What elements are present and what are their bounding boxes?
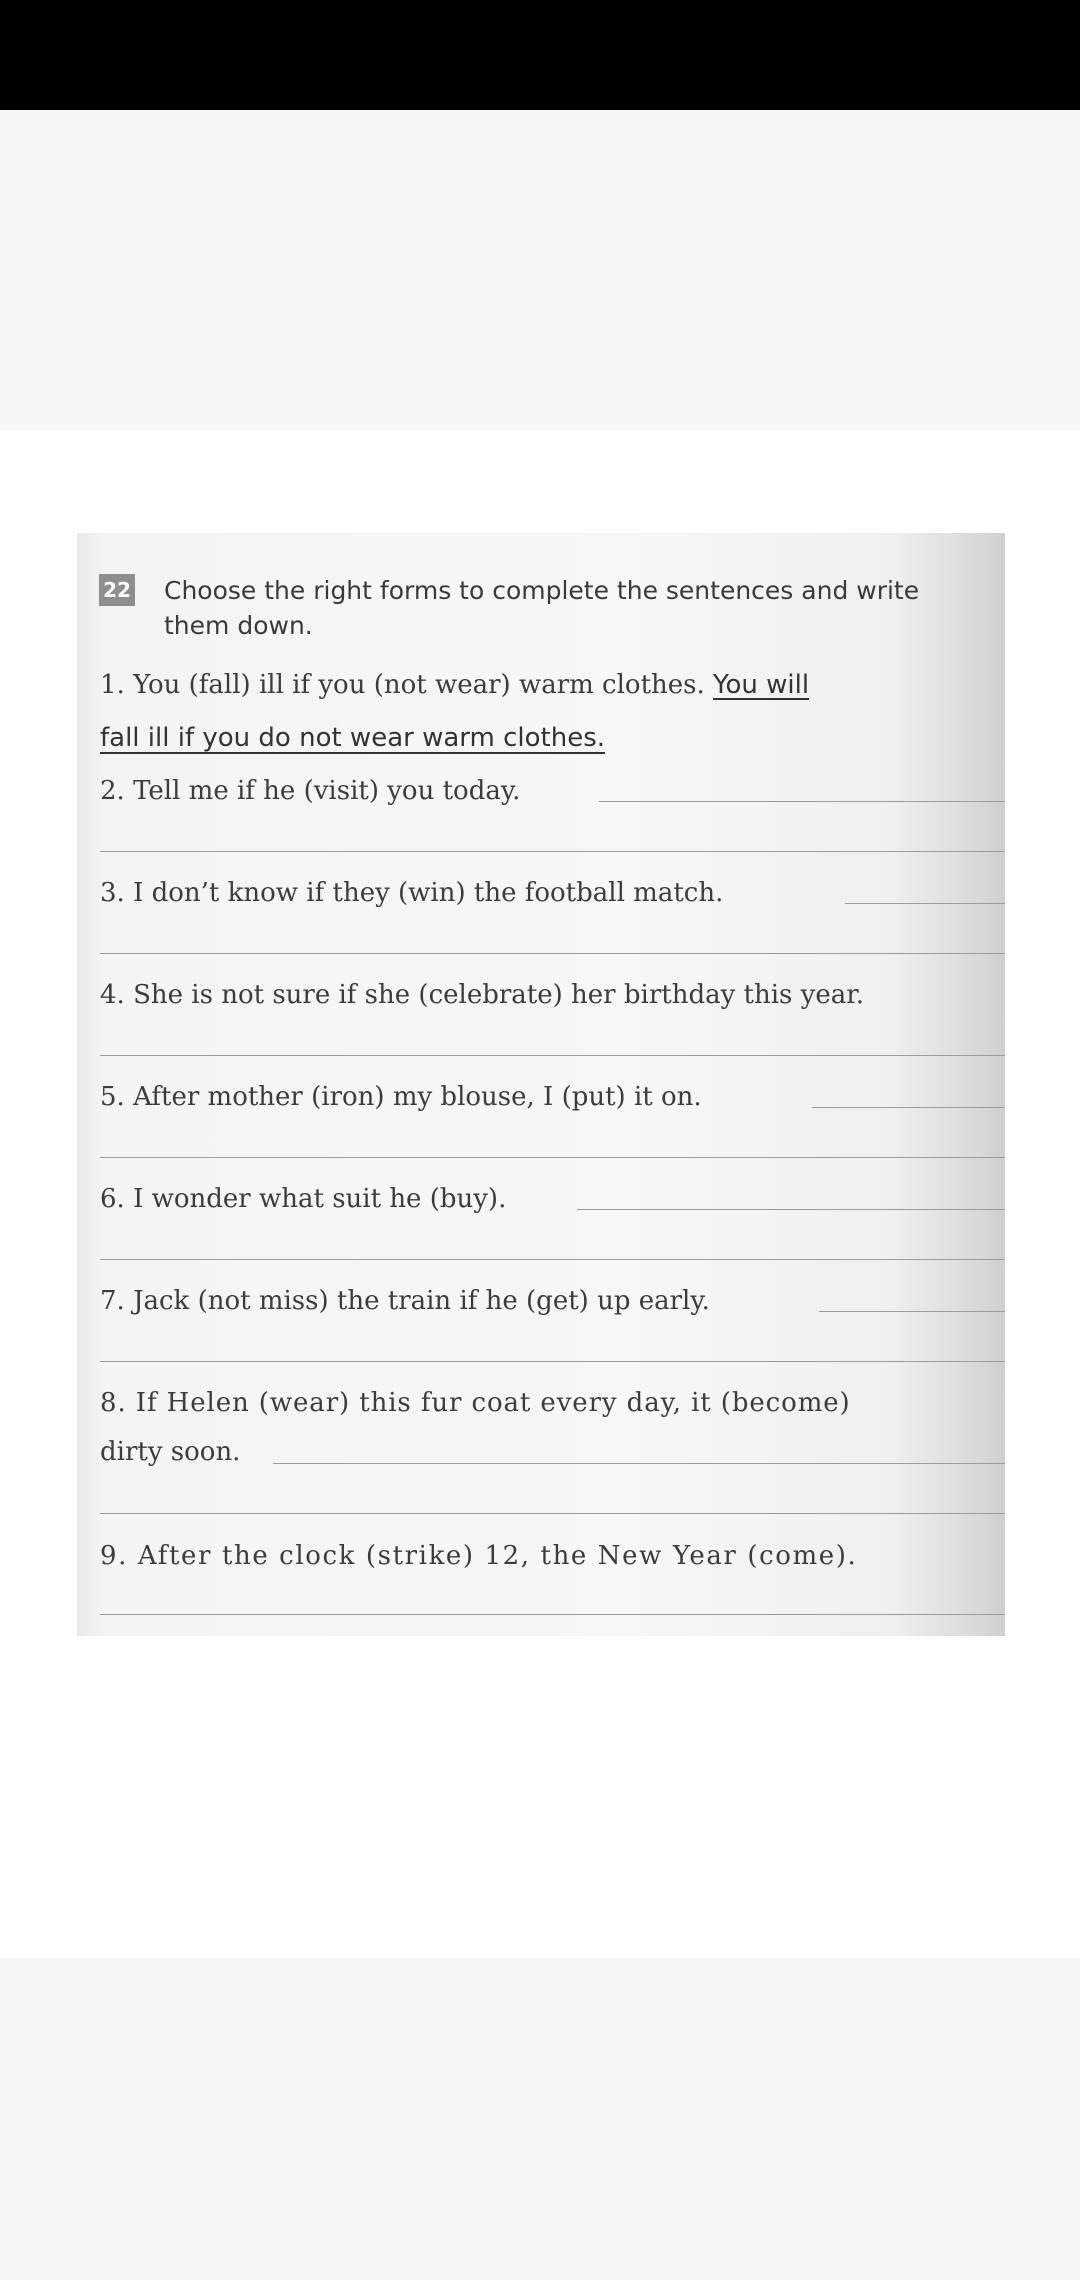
answer-line [812,1107,1005,1108]
exercise-number-badge: 22 [99,574,135,606]
answer-line [845,903,1005,904]
answer-line [100,953,1005,954]
sentence-4: 4. She is not sure if she (celebrate) her birthday this year. [100,980,865,1010]
answer-line [100,851,1005,852]
answer-line [100,1055,1005,1056]
exercise-instruction: Choose the right forms to complete the sentences and write them down. [164,576,920,640]
answer-line [577,1209,1005,1210]
sentence-2: 2. Tell me if he (visit) you today. [100,776,521,806]
sentence-1-answer-continued: fall ill if you do not wear warm clothes. [100,723,606,753]
sentence-7: 7. Jack (not miss) the train if he (get) up early. [100,1286,710,1316]
sentence-9: 9. After the clock (strike) 12, the New Year (come). [100,1541,858,1571]
answer-line [100,1259,1005,1260]
sentence-8-line-2: dirty soon. [100,1437,241,1467]
sentence-1-answer-start: You will [713,670,810,700]
sentence-3: 3. I don’t know if they (win) the football match. [100,878,724,908]
answer-line [819,1311,1005,1312]
sentence-5: 5. After mother (iron) my blouse, I (put) it on. [100,1082,702,1112]
sentence-1-text: 1. You (fall) ill if you (not wear) warm clothes. [100,670,705,700]
bottom-toolbar-area [0,1958,1080,2280]
answer-line [273,1463,1005,1464]
answer-line [100,1513,1005,1514]
sentence-1 [100,670,809,700]
sentence-6: 6. I wonder what suit he (buy). [100,1184,507,1214]
answer-line [100,1157,1005,1158]
worksheet-content [77,533,1005,1636]
answer-line [100,1361,1005,1362]
answer-line [599,801,1005,802]
top-toolbar-area [0,110,1080,430]
answer-line [100,1614,1005,1615]
worksheet-photo[interactable] [77,533,1005,1636]
status-bar [0,0,1080,110]
sentence-8-line-1: 8. If Helen (wear) this fur coat every day, it (become) [100,1388,851,1418]
